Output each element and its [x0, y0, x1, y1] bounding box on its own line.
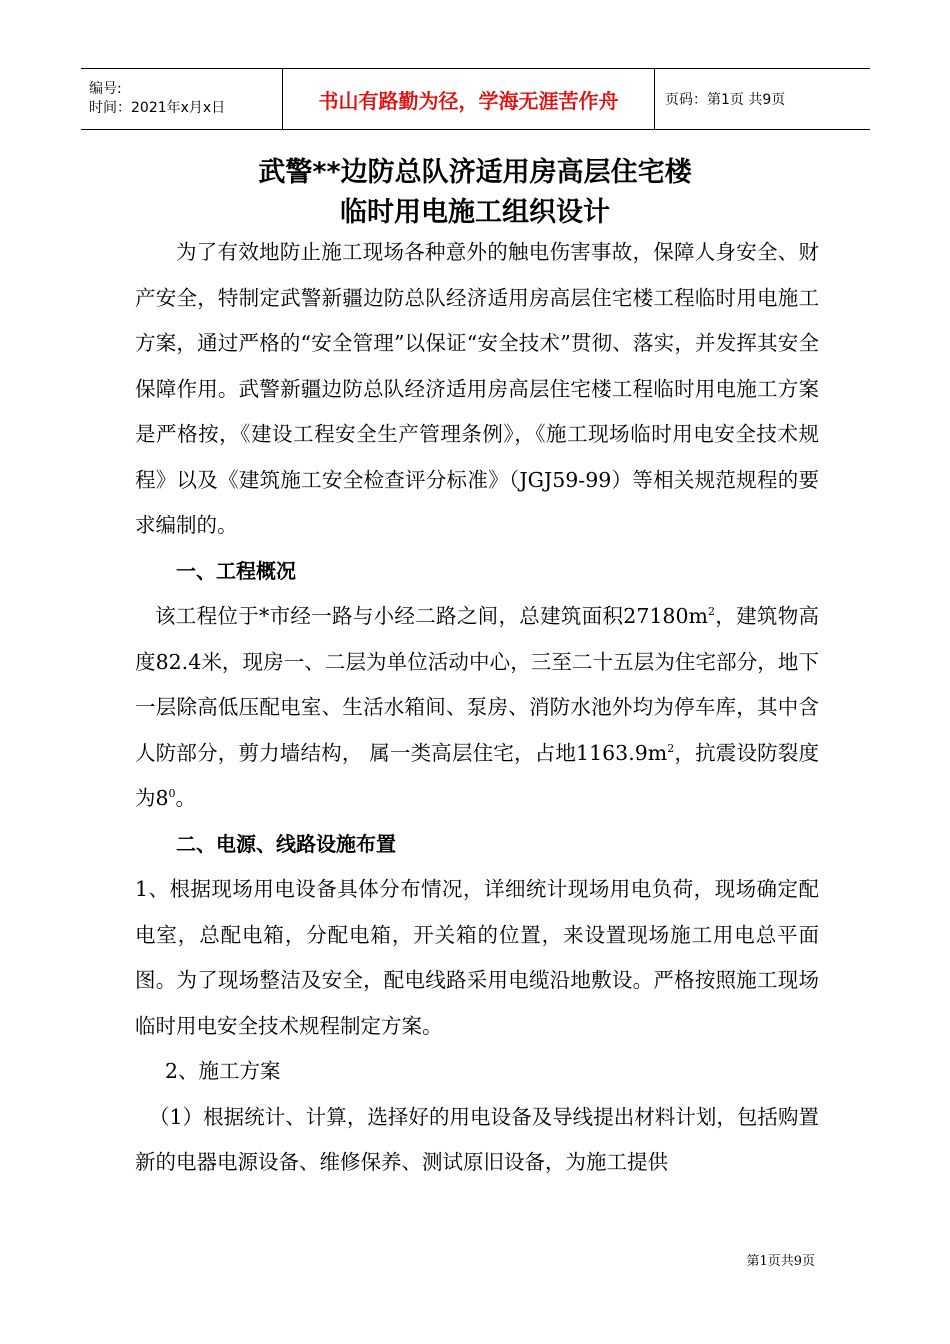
page-footer: 第1页共9页 [746, 1254, 815, 1269]
section1-text-b: ，建筑物高度82.4米，现房一、二层为单位活动中心，三至二十五层为住宅部分，地下一层除高低压配电室、生活水箱间、泵房、消防水池外均为停车库，其中含人防部分，剪力墙结构， 属一类高层住宅，占地1163.9m [135, 604, 820, 765]
section1-text-c: ，抗震设防裂度为8 [135, 740, 820, 810]
document-title-line1: 武警**边防总队济适用房高层住宅楼 [258, 157, 692, 188]
section1-sup-a: 2 [707, 605, 715, 619]
section1-sup-c: 0 [168, 787, 176, 801]
document-body [135, 230, 819, 1186]
section2-item1: 1、根据现场用电设备具体分布情况，详细统计现场用电负荷，现场确定配电室，总配电箱，分配电箱，开关箱的位置，来设置现场施工用电总平面图。为了现场整洁及安全，配电线路采用电缆沿地敷设。严格按照施工现场临时用电安全技术规程制定方案。 [135, 877, 819, 1038]
section1-text-d: 。 [175, 786, 197, 810]
section1-paragraph [135, 594, 819, 822]
header-page-label: 页码：第1页 共9页 [665, 92, 786, 108]
document-time-label: 时间：2021年x月x日 [89, 100, 226, 116]
section1-text-a: 该工程位于*市经一路与小经二路之间，总建筑面积27180m [155, 604, 708, 628]
section2-item3: （1）根据统计、计算，选择好的用电设备及导线提出材料计划，包括购置新的电器电源设备、维修保养、测试原旧设备，为施工提供 [135, 1104, 819, 1174]
header-meta [81, 69, 283, 129]
document-number-label: 编号: [89, 81, 122, 97]
document-header [81, 68, 870, 130]
header-motto: 书山有路勤为径，学海无涯苦作舟 [283, 69, 655, 129]
intro-paragraph: 为了有效地防止施工现场各种意外的触电伤害事故，保障人身安全、财产安全，特制定武警新疆边防总队经济适用房高层住宅楼工程临时用电施工方案，通过严格的“安全管理”以保证“安全技术”贯彻、落实，并发挥其安全保障作用。武警新疆边防总队经济适用房高层住宅楼工程临时用电施工方案是严格按，《建设工程安全生产管理条例》，《施工现场临时用电安全技术规程》以及《建筑施工安全检查评分标准》（JGJ59-99）等相关规范规程的要求编制的。 [135, 240, 819, 537]
section1-heading: 一、工程概况 [176, 558, 296, 583]
section1-sup-b: 2 [667, 741, 675, 755]
document-title-line2: 临时用电施工组织设计 [340, 197, 610, 228]
section2-heading: 二、电源、线路设施布置 [176, 831, 396, 856]
section2-item2: 2、施工方案 [165, 1059, 281, 1083]
